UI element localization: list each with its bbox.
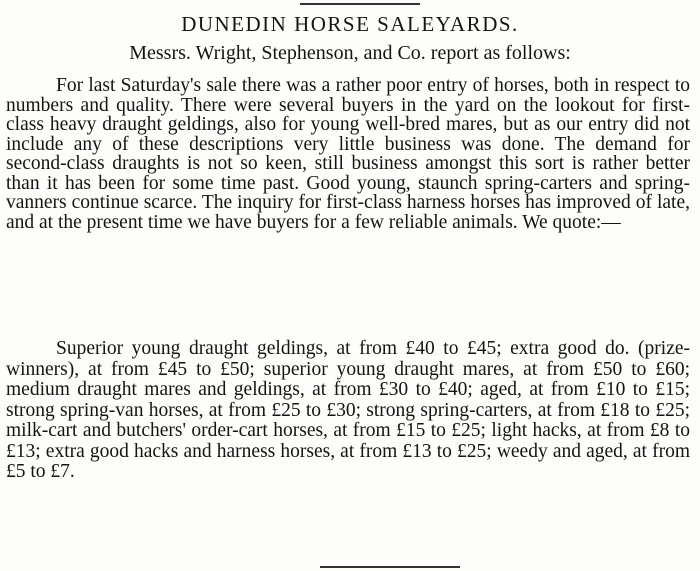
byline: Messrs. Wright, Stephenson, and Co. report as follows: [129, 42, 571, 64]
top-rule [300, 3, 420, 5]
price-quote-paragraph: Superior young draught geldings, at from £40 to £45; extra good do. (prize-winners), at from £45 to £50; superior young draught mares, at from £50 to £60; medium draught mares and geldings, at from £30 to £40; aged, at from £10 to £15; strong spring-van horses, at from £25 to £30; strong spring-carters, at from £18 to £25; milk-cart and butchers' order-cart horses, at from £15 to £25; light hacks, at from £8 to £13; extra good hacks and harness horses, at from £13 to £25; weedy and aged, at from £5 to £7. [6, 338, 690, 482]
bottom-rule [320, 566, 460, 568]
market-report-paragraph: For last Saturday's sale there was a rather poor entry of horses, both in respect to numbers and quality. There were several buyers in the yard on the lookout for first-class heavy draught geldings, also for young well-bred mares, but as our entry did not include any of these descriptions very little business was done. The demand for second-class draughts is not so keen, still business amongst this sort is rather better than it has been for some time past. Good young, staunch spring-carters and spring-vanners continue scarce. The inquiry for first-class harness horses has improved of late, and at the present time we have buyers for a few reliable animals. We quote:— [6, 75, 690, 233]
headline: DUNEDIN HORSE SALEYARDS. [181, 12, 519, 36]
